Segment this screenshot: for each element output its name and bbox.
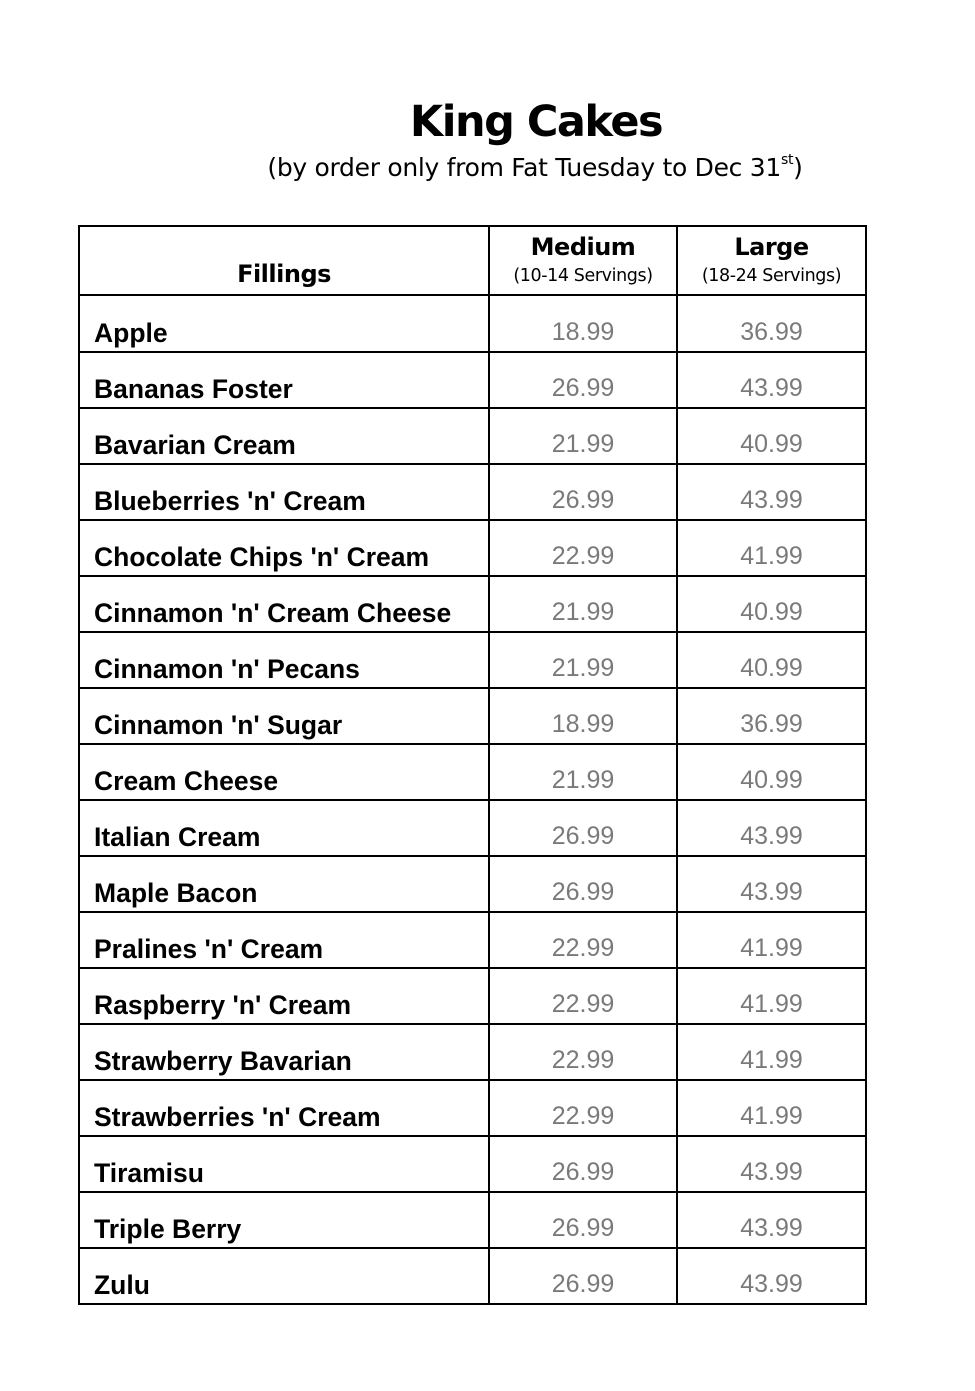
- filling-cell: [79, 632, 489, 688]
- large-price: 36.99: [740, 710, 803, 738]
- medium-price-cell: [489, 1248, 677, 1304]
- large-price-cell: [677, 408, 866, 464]
- filling-name: Cream Cheese: [94, 766, 279, 796]
- large-price: 40.99: [740, 598, 803, 626]
- table-row: [79, 856, 866, 912]
- table-body: [79, 295, 866, 1304]
- filling-name: Maple Bacon: [94, 878, 258, 908]
- table-row: [79, 912, 866, 968]
- table-row: [79, 1024, 866, 1080]
- filling-cell: [79, 1024, 489, 1080]
- filling-cell: [79, 576, 489, 632]
- subtitle-close: ): [793, 153, 803, 182]
- large-price: 43.99: [740, 822, 803, 850]
- large-price-cell: [677, 1192, 866, 1248]
- filling-name: Zulu: [94, 1270, 150, 1300]
- table-row: [79, 352, 866, 408]
- table-row: [79, 744, 866, 800]
- large-price: 41.99: [740, 1102, 803, 1130]
- medium-price-cell: [489, 912, 677, 968]
- large-servings-label: (18-24 Servings): [701, 266, 842, 286]
- filling-cell: [79, 464, 489, 520]
- large-price-cell: [677, 744, 866, 800]
- filling-cell: [79, 744, 489, 800]
- medium-header-label: Medium: [530, 233, 636, 261]
- column-header-large: [677, 226, 866, 295]
- filling-name: Bavarian Cream: [94, 430, 296, 460]
- page-subtitle: [0, 151, 975, 185]
- filling-cell: [79, 352, 489, 408]
- medium-price-cell: [489, 800, 677, 856]
- large-price: 41.99: [740, 990, 803, 1018]
- medium-price: 22.99: [551, 990, 615, 1018]
- medium-price: 26.99: [551, 486, 615, 514]
- table-row: [79, 1080, 866, 1136]
- large-price-cell: [677, 1024, 866, 1080]
- page-title: King Cakes: [409, 97, 663, 147]
- table-row: [79, 1192, 866, 1248]
- filling-name: Tiramisu: [94, 1158, 204, 1188]
- medium-price: 26.99: [551, 822, 615, 850]
- medium-price: 18.99: [551, 318, 615, 346]
- large-header-label: Large: [734, 233, 809, 261]
- medium-price: 26.99: [551, 878, 615, 906]
- medium-price-cell: [489, 856, 677, 912]
- medium-price-cell: [489, 632, 677, 688]
- table-header-row: [79, 226, 866, 295]
- medium-price: 22.99: [551, 542, 615, 570]
- table-row: [79, 295, 866, 352]
- filling-cell: [79, 1192, 489, 1248]
- medium-servings-label: (10-14 Servings): [513, 266, 653, 286]
- medium-price-cell: [489, 968, 677, 1024]
- large-price-cell: [677, 800, 866, 856]
- table-row: [79, 688, 866, 744]
- large-price: 43.99: [740, 1270, 803, 1298]
- filling-cell: [79, 1248, 489, 1304]
- medium-price: 22.99: [551, 1046, 615, 1074]
- medium-price: 26.99: [551, 374, 615, 402]
- medium-price-cell: [489, 744, 677, 800]
- filling-name: Bananas Foster: [94, 374, 293, 404]
- filling-name: Cinnamon 'n' Cream Cheese: [94, 598, 452, 628]
- large-price-cell: [677, 968, 866, 1024]
- medium-price-cell: [489, 576, 677, 632]
- medium-price: 21.99: [551, 430, 615, 458]
- medium-price-cell: [489, 408, 677, 464]
- filling-name: Chocolate Chips 'n' Cream: [94, 542, 430, 572]
- filling-cell: [79, 408, 489, 464]
- large-price-cell: [677, 912, 866, 968]
- table-row: [79, 1248, 866, 1304]
- medium-price: 21.99: [551, 654, 615, 682]
- medium-price: 22.99: [551, 1102, 615, 1130]
- column-header-fillings: [79, 226, 489, 295]
- subtitle-superscript: st: [780, 152, 794, 168]
- large-price: 43.99: [740, 374, 803, 402]
- filling-cell: [79, 295, 489, 352]
- medium-price-cell: [489, 352, 677, 408]
- table-row: [79, 576, 866, 632]
- large-price-cell: [677, 352, 866, 408]
- medium-price: 26.99: [551, 1158, 615, 1186]
- column-header-medium: [489, 226, 677, 295]
- medium-price-cell: [489, 464, 677, 520]
- medium-price-cell: [489, 1136, 677, 1192]
- large-price: 40.99: [740, 766, 803, 794]
- medium-price-cell: [489, 1192, 677, 1248]
- large-price-cell: [677, 295, 866, 352]
- filling-cell: [79, 688, 489, 744]
- medium-price: 21.99: [551, 766, 615, 794]
- medium-price: 26.99: [551, 1270, 615, 1298]
- large-price-cell: [677, 632, 866, 688]
- fillings-header-label: Fillings: [237, 260, 331, 288]
- large-price: 41.99: [740, 934, 803, 962]
- medium-price-cell: [489, 520, 677, 576]
- table-row: [79, 632, 866, 688]
- large-price: 43.99: [740, 1214, 803, 1242]
- medium-price-cell: [489, 1024, 677, 1080]
- filling-cell: [79, 1080, 489, 1136]
- filling-name: Strawberries 'n' Cream: [94, 1102, 381, 1132]
- table-row: [79, 1136, 866, 1192]
- table-row: [79, 800, 866, 856]
- filling-name: Strawberry Bavarian: [94, 1046, 352, 1076]
- large-price: 40.99: [740, 654, 803, 682]
- medium-price: 21.99: [551, 598, 615, 626]
- large-price: 43.99: [740, 1158, 803, 1186]
- filling-cell: [79, 856, 489, 912]
- large-price: 41.99: [740, 542, 803, 570]
- filling-cell: [79, 912, 489, 968]
- filling-name: Cinnamon 'n' Sugar: [94, 710, 343, 740]
- filling-cell: [79, 520, 489, 576]
- filling-cell: [79, 968, 489, 1024]
- large-price-cell: [677, 520, 866, 576]
- large-price-cell: [677, 576, 866, 632]
- filling-name: Pralines 'n' Cream: [94, 934, 324, 964]
- table-row: [79, 520, 866, 576]
- large-price: 43.99: [740, 878, 803, 906]
- table-row: [79, 464, 866, 520]
- large-price-cell: [677, 1080, 866, 1136]
- filling-name: Cinnamon 'n' Pecans: [94, 654, 360, 684]
- medium-price: 18.99: [551, 710, 615, 738]
- medium-price: 26.99: [551, 1214, 615, 1242]
- filling-cell: [79, 1136, 489, 1192]
- medium-price-cell: [489, 295, 677, 352]
- table-row: [79, 968, 866, 1024]
- filling-name: Blueberries 'n' Cream: [94, 486, 366, 516]
- medium-price-cell: [489, 1080, 677, 1136]
- large-price: 43.99: [740, 486, 803, 514]
- large-price: 40.99: [740, 430, 803, 458]
- large-price-cell: [677, 464, 866, 520]
- large-price-cell: [677, 1136, 866, 1192]
- large-price-cell: [677, 1248, 866, 1304]
- table-row: [79, 408, 866, 464]
- large-price: 36.99: [740, 318, 803, 346]
- medium-price: 22.99: [551, 934, 615, 962]
- large-price: 41.99: [740, 1046, 803, 1074]
- medium-price-cell: [489, 688, 677, 744]
- price-table: [78, 225, 867, 1305]
- large-price-cell: [677, 688, 866, 744]
- filling-name: Apple: [94, 318, 168, 348]
- filling-name: Italian Cream: [94, 822, 261, 852]
- large-price-cell: [677, 856, 866, 912]
- filling-cell: [79, 800, 489, 856]
- subtitle-text: (by order only from Fat Tuesday to Dec 31: [267, 153, 781, 182]
- filling-name: Raspberry 'n' Cream: [94, 990, 352, 1020]
- filling-name: Triple Berry: [94, 1214, 242, 1244]
